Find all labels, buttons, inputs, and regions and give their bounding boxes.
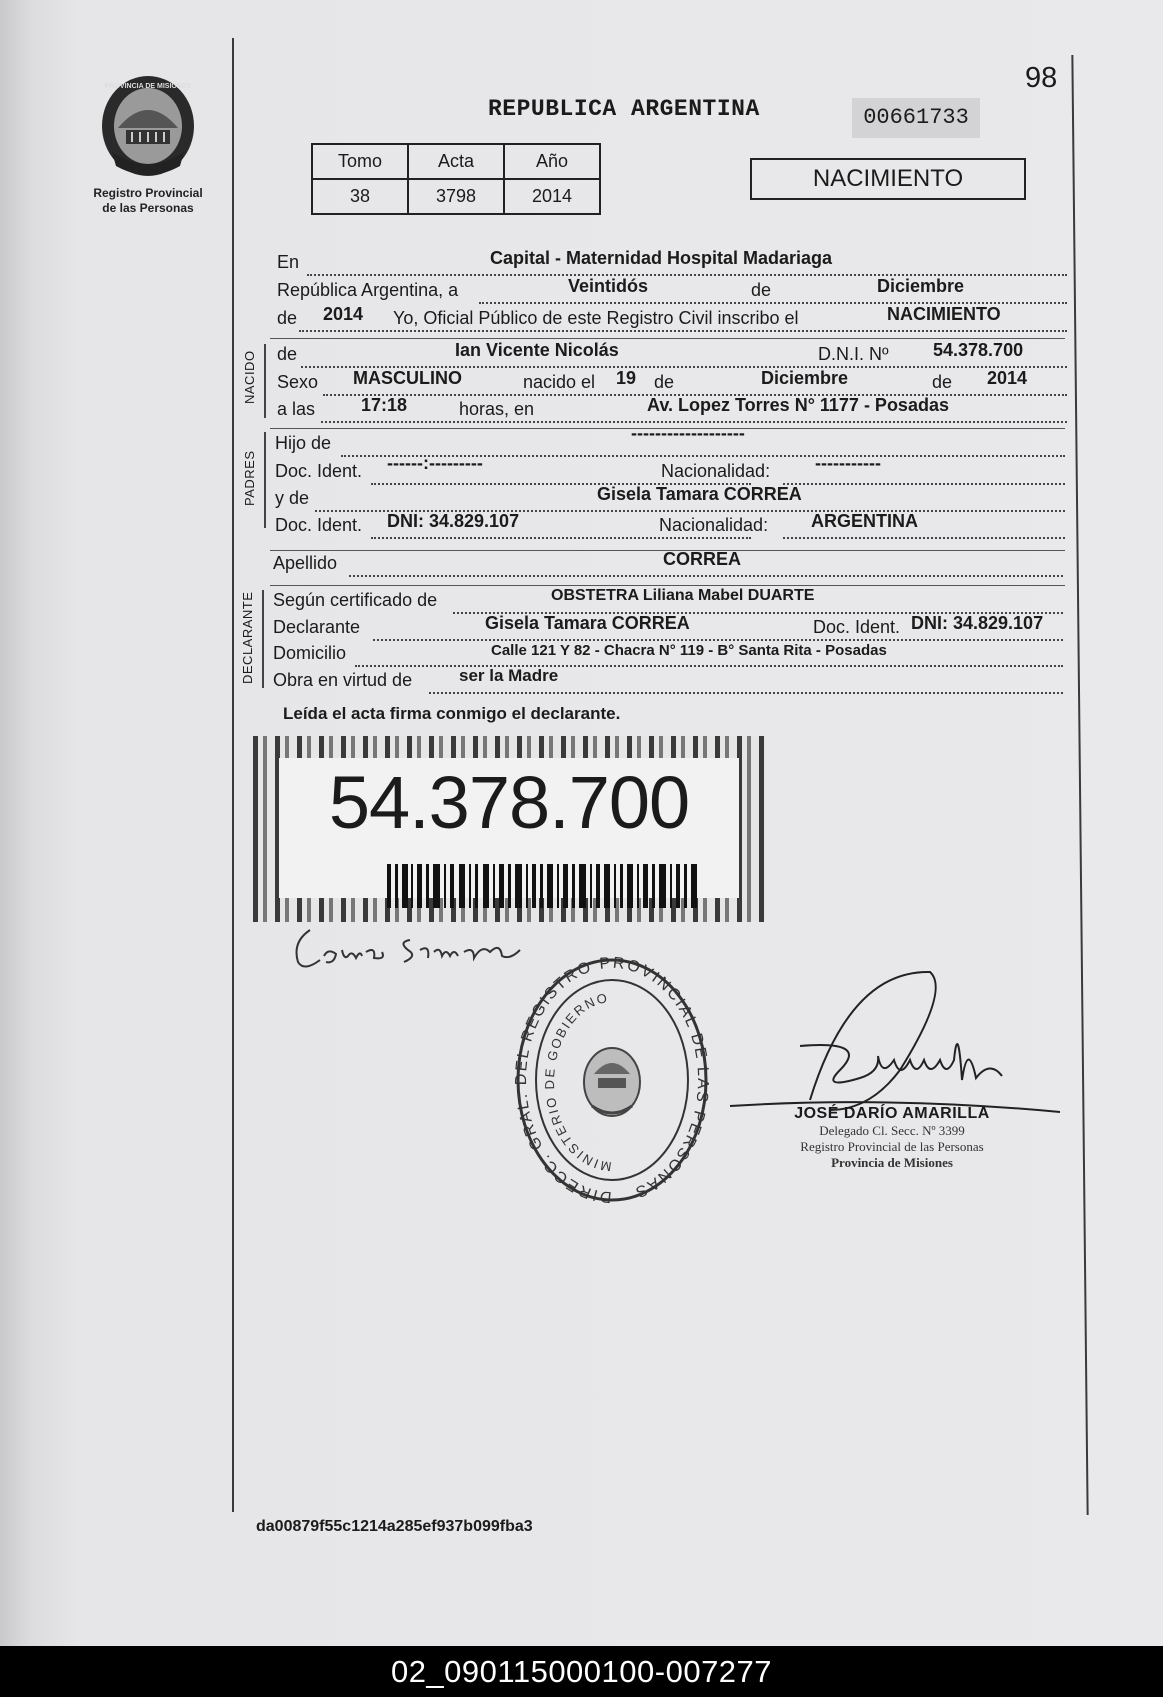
officer-title: Delegado Cl. Secc. Nº 3399	[819, 1123, 965, 1138]
mother-value: Gisela Tamara CORREA	[597, 484, 802, 504]
sexo-value: MASCULINO	[353, 368, 462, 388]
officer-registry: Registro Provincial de las Personas	[800, 1139, 984, 1154]
father-doc-value: ------:---------	[387, 453, 483, 473]
row-year: de 2014 Yo, Oficial Público de este Registro Civil inscribo el NACIMIENTO	[277, 308, 1067, 334]
row-place	[277, 248, 1067, 278]
de-label: de	[751, 280, 772, 300]
mother-doc-value: DNI: 34.829.107	[387, 511, 520, 531]
registry-value-acta: 3798	[408, 179, 504, 214]
apellido-label: Apellido	[273, 553, 338, 573]
birth-time-value: 17:18	[361, 395, 408, 415]
dni-stamp	[253, 736, 765, 922]
registry-table	[311, 143, 601, 215]
svg-text:PROVINCIA DE MISIONES: PROVINCIA DE MISIONES	[104, 83, 192, 90]
mother-nationality-label: Nacionalidad:	[659, 515, 769, 535]
apellido-value: CORREA	[663, 549, 742, 569]
intro-text: Yo, Oficial Público de este Registro Civil inscribo el	[393, 308, 799, 328]
birth-day-value: 19	[616, 368, 637, 388]
svg-text:DIRECC. GRAL. DEL REGISTRO PRO: DIRECC. GRAL. DEL REGISTRO PROVINCIAL DE LAS PERSONAS	[512, 956, 712, 1206]
official-seal	[512, 956, 712, 1216]
alas-label: a las	[277, 399, 316, 419]
declarant-doc-value: DNI: 34.829.107	[911, 613, 1044, 633]
page-number: 98	[1025, 62, 1058, 94]
misiones-coat-of-arms-icon	[94, 72, 202, 180]
en-label: En	[277, 252, 300, 272]
year-value: 2014	[323, 304, 364, 324]
republica-label: República Argentina, a	[277, 280, 459, 300]
dni-label: D.N.I. Nº	[818, 344, 889, 364]
father-nationality-value: -----------	[815, 453, 881, 473]
place-value: Capital - Maternidad Hospital Madariaga	[490, 248, 833, 268]
hijo-de-label: Hijo de	[275, 433, 332, 453]
officer-stamp	[742, 1105, 1042, 1171]
mother-nationality-value: ARGENTINA	[811, 511, 918, 531]
month-value: Diciembre	[877, 276, 965, 296]
act-type-value: NACIMIENTO	[887, 304, 1001, 324]
right-margin-line	[1071, 55, 1088, 1515]
section-padres-label: PADRES	[242, 450, 257, 506]
seal-emblem-icon	[584, 1048, 640, 1116]
declarant-doc-label: Doc. Ident.	[813, 617, 901, 637]
row-sex-birth: Sexo MASCULINO nacido el 19 de Diciembre de 2014	[277, 372, 1067, 398]
officer-signature	[690, 960, 1070, 1120]
row-domicile	[273, 643, 1063, 669]
mother-doc-label: Doc. Ident.	[275, 515, 363, 535]
row-capacity	[273, 666, 1063, 696]
footer-document-id: 02_090115000100-007277	[0, 1646, 1163, 1697]
record-type-box: NACIMIENTO	[750, 158, 1026, 200]
barcode-icon	[387, 864, 697, 908]
left-margin-line	[232, 38, 234, 1512]
certificate-value: OBSTETRA Liliana Mabel DUARTE	[551, 587, 815, 604]
registry-value-tomo: 38	[312, 179, 408, 214]
row-child-name: de Ian Vicente Nicolás D.N.I. Nº 54.378.700	[277, 344, 1067, 370]
father-nationality-label: Nacionalidad:	[661, 461, 771, 481]
logo-caption-1: Registro Provincial	[93, 186, 203, 200]
registry-header-acta: Acta	[408, 144, 504, 179]
document-title: REPUBLICA ARGENTINA	[488, 96, 760, 122]
certificate-label: Según certificado de	[273, 590, 438, 610]
nacido-el-label: nacido el	[523, 372, 596, 392]
capacity-value: ser la Madre	[459, 666, 559, 685]
domicile-label: Domicilio	[273, 643, 347, 663]
registry-value-anio: 2014	[504, 179, 600, 214]
row-mother-doc	[275, 511, 1065, 541]
horas-label: horas, en	[459, 399, 535, 419]
logo-caption-2: de las Personas	[102, 201, 194, 215]
stamp-number: 54.378.700	[328, 761, 690, 844]
serial-number: 00661733	[852, 98, 980, 138]
officer-name: JOSÉ DARÍO AMARILLA	[794, 1105, 990, 1122]
child-dni-value: 54.378.700	[933, 340, 1024, 360]
y-de-label: y de	[275, 488, 310, 508]
declarant-label: Declarante	[273, 617, 361, 637]
row-time-place	[277, 395, 1067, 425]
section-nacido-label: NACIDO	[242, 350, 257, 404]
sexo-label: Sexo	[277, 372, 319, 392]
birth-month-value: Diciembre	[761, 368, 849, 388]
registry-header-tomo: Tomo	[312, 144, 408, 179]
closing-statement: Leída el acta firma conmigo el declarante.	[283, 704, 621, 723]
day-words-value: Veintidós	[568, 276, 649, 296]
section-declarante-label: DECLARANTE	[240, 591, 255, 684]
declarant-name-value: Gisela Tamara CORREA	[485, 613, 690, 633]
father-doc-label: Doc. Ident.	[275, 461, 363, 481]
officer-province: Provincia de Misiones	[831, 1155, 953, 1170]
provincial-logo	[88, 72, 208, 215]
registry-header-anio: Año	[504, 144, 600, 179]
birth-year-value: 2014	[987, 368, 1028, 388]
document-hash: da00879f55c1214a285ef937b099fba3	[256, 1518, 533, 1535]
domicile-value: Calle 121 Y 82 - Chacra N° 119 - B° Santa Rita - Posadas	[491, 642, 887, 659]
declarant-signature	[290, 920, 540, 976]
row-apellido	[273, 549, 1063, 579]
birth-address-value: Av. Lopez Torres N° 1177 - Posadas	[647, 395, 949, 415]
row-declarant	[273, 613, 1063, 643]
father-value: -------------------	[631, 423, 745, 443]
row-date	[277, 276, 1067, 306]
capacity-label: Obra en virtud de	[273, 670, 413, 690]
child-name-value: Ian Vicente Nicolás	[455, 340, 619, 360]
svg-text:MINISTERIO DE GOBIERNO: MINISTERIO DE GOBIERNO	[541, 989, 613, 1175]
